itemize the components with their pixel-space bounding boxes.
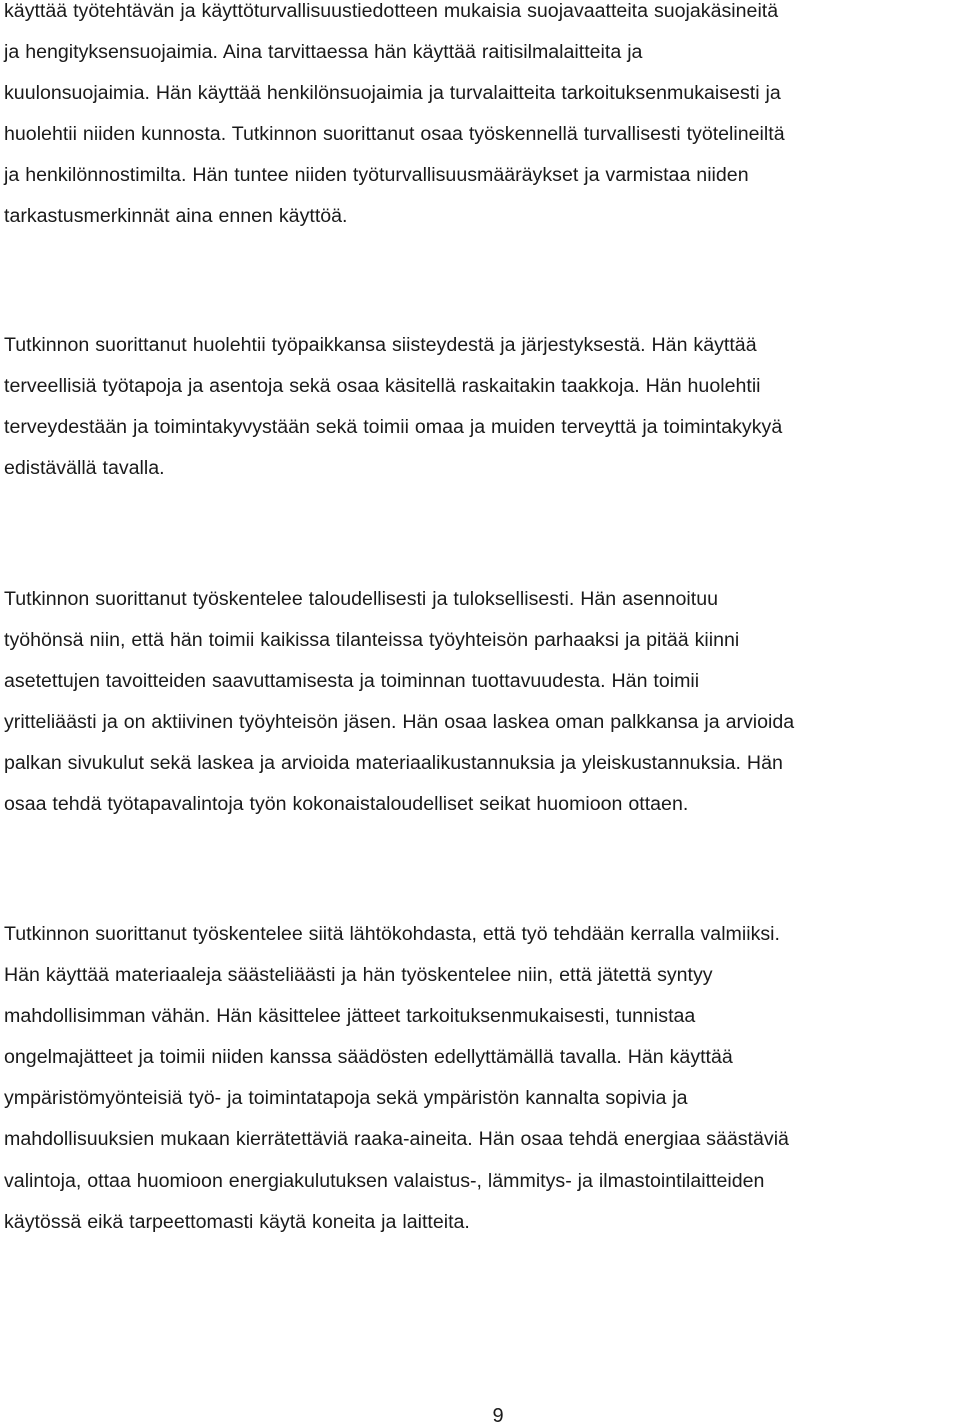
text-line: yritteliäästi ja on aktiivinen työyhteisön jäsen. Hän osaa laskea oman palkkansa ja arvioida (4, 711, 795, 734)
text-line: valintoja, ottaa huomioon energiakulutuksen valaistus-, lämmitys- ja ilmastointilaitteiden (4, 1169, 765, 1192)
text-line: työhönsä niin, että hän toimii kaikissa tilanteissa työyhteisön parhaaksi ja pitää kiinni (4, 629, 740, 652)
text-line: asetettujen tavoitteiden saavuttamisesta ja toiminnan tuottavuudesta. Hän toimii (4, 670, 700, 693)
text-line: Tutkinnon suorittanut työskentelee siitä lähtökohdasta, että työ tehdään kerralla valmiiksi. (4, 923, 780, 945)
text-line: ja henkilönnostimilta. Hän tuntee niiden työturvallisuusmääräykset ja varmistaa niiden (4, 164, 749, 187)
page-number: 9 (492, 1405, 504, 1427)
text-line: Tutkinnon suorittanut työskentelee taloudellisesti ja tuloksellisesti. Hän asennoituu (4, 588, 719, 610)
text-line: käytössä eikä tarpeettomasti käytä koneita ja laitteita. (4, 1210, 470, 1233)
paragraph-environment (4, 914, 958, 1243)
text-line: edistävällä tavalla. (4, 457, 165, 480)
text-line: käyttää työtehtävän ja käyttöturvallisuustiedotteen mukaisia suojavaatteita suojakäsineitä (4, 0, 779, 22)
text-line: mahdollisimman vähän. Hän käsittelee jätteet tarkoituksenmukaisesti, tunnistaa (4, 1005, 696, 1028)
paragraph-economy (4, 579, 958, 826)
paragraph-workplace-health (4, 325, 958, 489)
text-line: tarkastusmerkinnät aina ennen käyttöä. (4, 205, 348, 228)
text-line: Hän käyttää materiaaleja säästeliäästi ja hän työskentelee niin, että jätettä syntyy (4, 964, 713, 987)
text-line: huolehtii niiden kunnosta. Tutkinnon suorittanut osaa työskennellä turvallisesti työtelineiltä (4, 123, 785, 146)
text-line: mahdollisuuksien mukaan kierrätettäviä raaka-aineita. Hän osaa tehdä energiaa säästäviä (4, 1128, 789, 1151)
text-line: kuulonsuojaimia. Hän käyttää henkilönsuojaimia ja turvalaitteita tarkoituksenmukaisesti ja (4, 82, 781, 105)
text-line: terveellisiä työtapoja ja asentoja sekä osaa käsitellä raskaitakin taakkoja. Hän huolehtii (4, 375, 761, 398)
text-line: osaa tehdä työtapavalintoja työn kokonaistaloudelliset seikat huomioon ottaen. (4, 793, 689, 816)
paragraph-protective-equipment (4, 0, 958, 238)
text-line: ympäristömyönteisiä työ- ja toimintatapoja sekä ympäristön kannalta sopivia ja (4, 1087, 688, 1110)
text-line: palkan sivukulut sekä laskea ja arvioida materiaalikustannuksia ja yleiskustannuksia. Hän (4, 752, 783, 775)
text-line: terveydestään ja toimintakyvystään sekä toimii omaa ja muiden terveyttä ja toimintakykyä (4, 416, 783, 439)
text-line: Tutkinnon suorittanut huolehtii työpaikkansa siisteydestä ja järjestyksestä. Hän käyttää (4, 334, 757, 356)
text-line: ongelmajätteet ja toimii niiden kanssa säädösten edellyttämällä tavalla. Hän käyttää (4, 1046, 733, 1069)
text-line: ja hengityksensuojaimia. Aina tarvittaessa hän käyttää raitisilmalaitteita ja (4, 41, 643, 64)
